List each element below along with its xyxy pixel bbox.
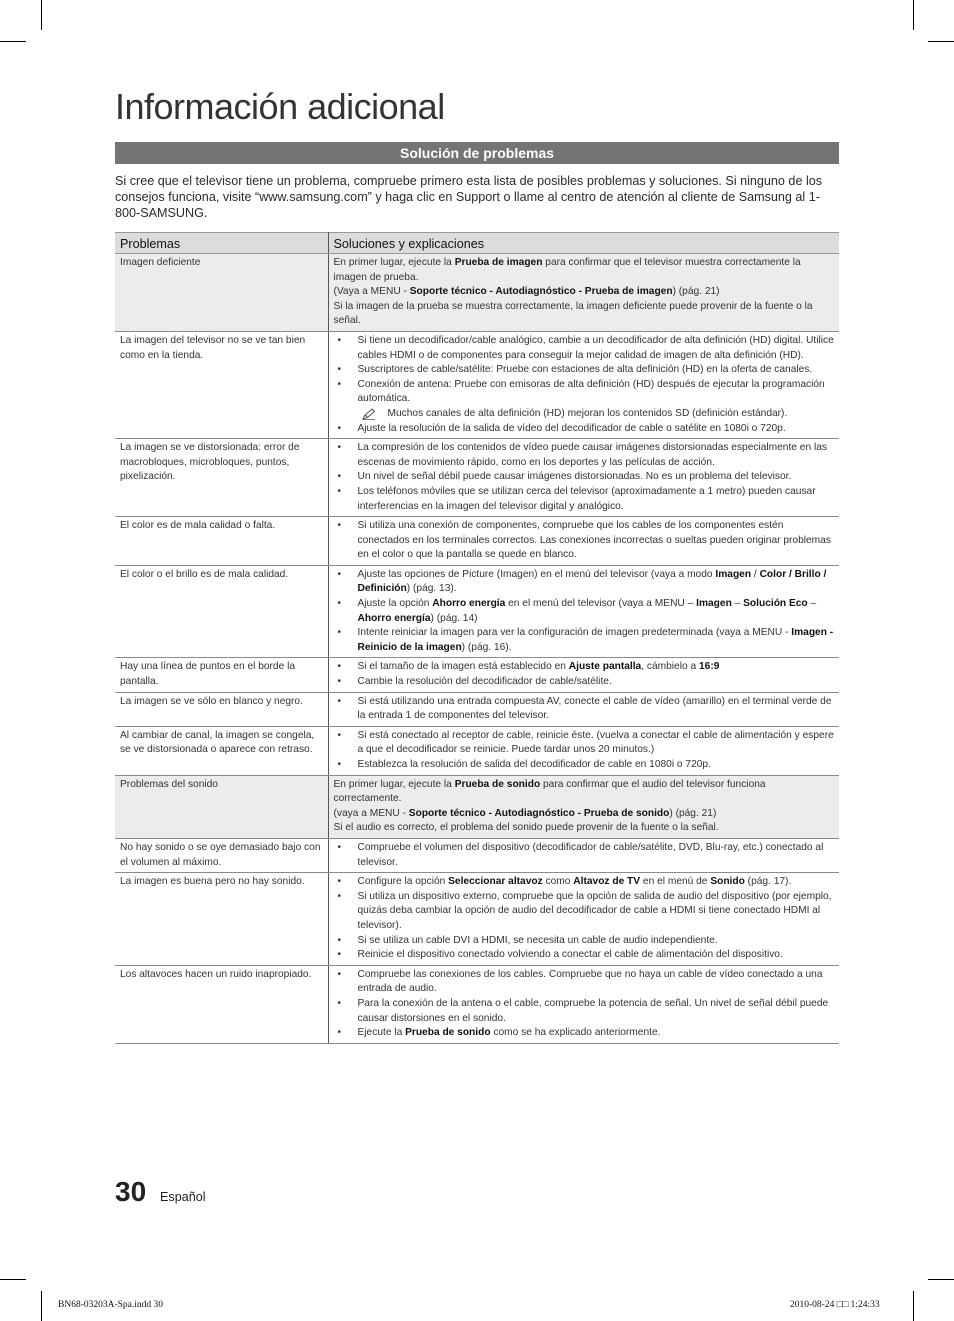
crop-mark xyxy=(0,41,26,42)
solution-item: • La compresión de los contenidos de vídeo puede causar imágenes distorsionadas especialmente en las escenas de movimiento rápido, como en los deportes y las películas de acción. xyxy=(334,441,835,470)
solution-item: • Ejecute la Prueba de sonido como se ha explicado anteriormente. xyxy=(334,1026,835,1041)
solution-list xyxy=(334,875,835,963)
solution-item: • Conexión de antena: Pruebe con emisoras de alta definición (HD) después de ejecutar la programación automática. xyxy=(334,378,835,407)
problem-cell: No hay sonido o se oye demasiado bajo con el volumen al máximo. xyxy=(115,838,328,872)
problem-cell: Imagen deficiente xyxy=(115,254,328,332)
solution-item: • Si tiene un decodificador/cable analógico, cambie a un decodificador de alta definición (HD) digital. Utilice cables HDMI o de componentes para conseguir la mejor calidad de imagen de alta definición (HD). xyxy=(334,334,835,363)
solution-cell xyxy=(328,838,839,872)
solution-cell xyxy=(328,331,839,438)
solution-item: • Establezca la resolución de salida del decodificador de cable en 1080i o 720p. xyxy=(334,758,835,773)
crop-mark xyxy=(41,1291,42,1321)
table-row xyxy=(115,775,839,838)
crop-mark xyxy=(928,1279,954,1280)
problem-cell: Problemas del sonido xyxy=(115,775,328,838)
solution-list xyxy=(334,968,835,1041)
solution-cell xyxy=(328,517,839,566)
page-language: Español xyxy=(160,1190,206,1204)
table-row xyxy=(115,873,839,966)
solution-item: • Intente reiniciar la imagen para ver la configuración de imagen predeterminada (vaya a MENU - Imagen - Reinicio de la imagen) (pág. 16). xyxy=(334,626,835,655)
solution-item: • Ajuste la resolución de la salida de vídeo del decodificador de cable o satélite en 1080i o 720p. xyxy=(334,422,835,437)
solution-list xyxy=(334,695,835,724)
solution-cell xyxy=(328,873,839,966)
solution-line: En primer lugar, ejecute la Prueba de sonido para confirmar que el audio del televisor funciona correctamente. xyxy=(333,778,766,805)
note-pencil-icon xyxy=(362,408,376,420)
solution-item: • Ajuste la opción Ahorro energía en el menú del televisor (vaya a MENU – Imagen – Solución Eco – Ahorro energía) (pág. 14) xyxy=(334,597,835,626)
solution-item: • Si está conectado al receptor de cable, reinicie éste. (vuelva a conectar el cable de alimentación y espere a que el decodificador se reinicie. Puede tardar unos 20 minutos.) xyxy=(334,729,835,758)
page-number: 30 xyxy=(115,1176,147,1207)
crop-mark xyxy=(0,1279,26,1280)
solution-item: • Compruebe las conexiones de los cables. Compruebe que no haya un cable de vídeo conectado a una entrada de audio. xyxy=(334,968,835,997)
troubleshooting-table xyxy=(115,232,839,1044)
solution-item: • Para la conexión de la antena o el cable, compruebe la potencia de señal. Un nivel de señal débil puede causar distorsiones en el sonido. xyxy=(334,997,835,1026)
solution-item: • Ajuste las opciones de Picture (Imagen) en el menú del televisor (vaya a modo Imagen / Color / Brillo / Definición) (pág. 13). xyxy=(334,568,835,597)
solution-item: • Compruebe el volumen del dispositivo (decodificador de cable/satélite, DVD, Blu-ray, etc.) conectado al televisor. xyxy=(334,841,835,870)
solution-note: Muchos canales de alta definición (HD) mejoran los contenidos SD (definición estándar). xyxy=(334,407,835,422)
solution-line: Si la imagen de la prueba se muestra correctamente, la imagen deficiente puede provenir de la fuente o la señal. xyxy=(333,300,813,327)
table-row xyxy=(115,565,839,658)
column-header-problems: Problemas xyxy=(115,233,328,254)
table-row xyxy=(115,838,839,872)
table-row xyxy=(115,965,839,1043)
table-row xyxy=(115,254,839,332)
problem-cell: El color o el brillo es de mala calidad. xyxy=(115,565,328,658)
table-row xyxy=(115,517,839,566)
problem-cell: La imagen se ve sólo en blanco y negro. xyxy=(115,692,328,726)
table-header-row xyxy=(115,233,839,254)
solution-line: En primer lugar, ejecute la Prueba de imagen para confirmar que el televisor muestra correctamente la imagen de prueba. xyxy=(333,257,801,283)
problem-cell: El color es de mala calidad o falta. xyxy=(115,517,328,566)
problem-cell: Los altavoces hacen un ruido inapropiado. xyxy=(115,965,328,1043)
solution-cell xyxy=(328,565,839,658)
solution-item: • Si está utilizando una entrada compuesta AV, conecte el cable de vídeo (amarillo) en el terminal verde de la entrada 1 de componentes del televisor. xyxy=(334,695,835,724)
solution-cell xyxy=(328,775,839,838)
table-row xyxy=(115,726,839,775)
problem-cell: La imagen es buena pero no hay sonido. xyxy=(115,873,328,966)
table-row xyxy=(115,439,839,517)
solution-line: (Vaya a MENU - Soporte técnico - Autodiagnóstico - Prueba de imagen) (pág. 21) xyxy=(333,286,720,298)
crop-mark xyxy=(41,0,42,30)
solution-cell xyxy=(328,658,839,692)
solution-cell xyxy=(328,965,839,1043)
solution-cell xyxy=(328,439,839,517)
problem-cell: La imagen del televisor no se ve tan bien como en la tienda. xyxy=(115,331,328,438)
solution-list xyxy=(334,519,835,563)
solution-cell xyxy=(328,254,839,332)
section-title: Solución de problemas xyxy=(115,142,839,164)
solution-line: (vaya a MENU - Soporte técnico - Autodiagnóstico - Prueba de sonido) (pág. 21) xyxy=(333,807,717,819)
solution-item: • Cambie la resolución del decodificador de cable/satélite. xyxy=(334,675,835,690)
solution-list xyxy=(334,568,835,656)
print-slug-date: 2010-08-24 □□ 1:24:33 xyxy=(790,1300,880,1310)
solution-cell xyxy=(328,692,839,726)
solution-item: • Reinicie el dispositivo conectado volviendo a conectar el cable de alimentación del dispositivo. xyxy=(334,948,835,963)
table-row xyxy=(115,658,839,692)
solution-list xyxy=(334,841,835,870)
solution-item: • Si se utiliza un cable DVI a HDMI, se necesita un cable de audio independiente. xyxy=(334,934,835,949)
column-header-solutions: Soluciones y explicaciones xyxy=(328,233,839,254)
solution-list xyxy=(334,441,835,514)
print-slug-file: BN68-03203A-Spa.indd 30 xyxy=(58,1300,164,1310)
intro-paragraph: Si cree que el televisor tiene un problema, compruebe primero esta lista de posibles problemas y soluciones. Si ninguno de los consejos funciona, visite “www.samsung.com” y haga clic en Support o llame al centro de atención al cliente de Samsung al 1-800-SAMSUNG. xyxy=(115,174,823,220)
solution-list xyxy=(334,660,835,689)
solution-list xyxy=(334,729,835,773)
crop-mark xyxy=(913,1291,914,1321)
solution-item: • Un nivel de señal débil puede causar imágenes distorsionadas. No es un problema del televisor. xyxy=(334,470,835,485)
solution-item: • Configure la opción Seleccionar altavoz como Altavoz de TV en el menú de Sonido (pág. 17). xyxy=(334,875,835,890)
solution-item: • Si el tamaño de la imagen está establecido en Ajuste pantalla, cámbielo a 16:9 xyxy=(334,660,835,675)
problem-cell: Hay una línea de puntos en el borde la pantalla. xyxy=(115,658,328,692)
crop-mark xyxy=(913,0,914,30)
solution-item: • Si utiliza una conexión de componentes, compruebe que los cables de los componentes estén conectados en los terminales correctos. Las conexiones incorrectas o sueltas pueden originar problemas en el color o que la pantalla se quede en blanco. xyxy=(334,519,835,563)
crop-mark xyxy=(928,41,954,42)
solution-item: • Los teléfonos móviles que se utilizan cerca del televisor (aproximadamente a 1 metro) pueden causar interferencias en la imagen del televisor digital y analógico. xyxy=(334,485,835,514)
solution-item: • Si utiliza un dispositivo externo, compruebe que la opción de salida de audio del dispositivo (por ejemplo, quizás deba cambiar la opción de audio del decodificador de cable a HDMI si tiene conectado HDMI al televisor). xyxy=(334,890,835,934)
problem-cell: La imagen se ve distorsionada: error de macrobloques, microbloques, puntos, pixelización. xyxy=(115,439,328,517)
solution-item: • Suscriptores de cable/satélite: Pruebe con estaciones de alta definición (HD) en la oferta de canales. xyxy=(334,363,835,378)
table-row xyxy=(115,692,839,726)
problem-cell: Al cambiar de canal, la imagen se congela, se ve distorsionada o aparece con retraso. xyxy=(115,726,328,775)
table-row xyxy=(115,331,839,438)
table-body xyxy=(115,254,839,1044)
solution-line: Si el audio es correcto, el problema del sonido puede provenir de la fuente o la señal. xyxy=(333,822,719,834)
page-title: Información adicional xyxy=(115,86,445,127)
solution-list xyxy=(334,334,835,436)
solution-cell xyxy=(328,726,839,775)
